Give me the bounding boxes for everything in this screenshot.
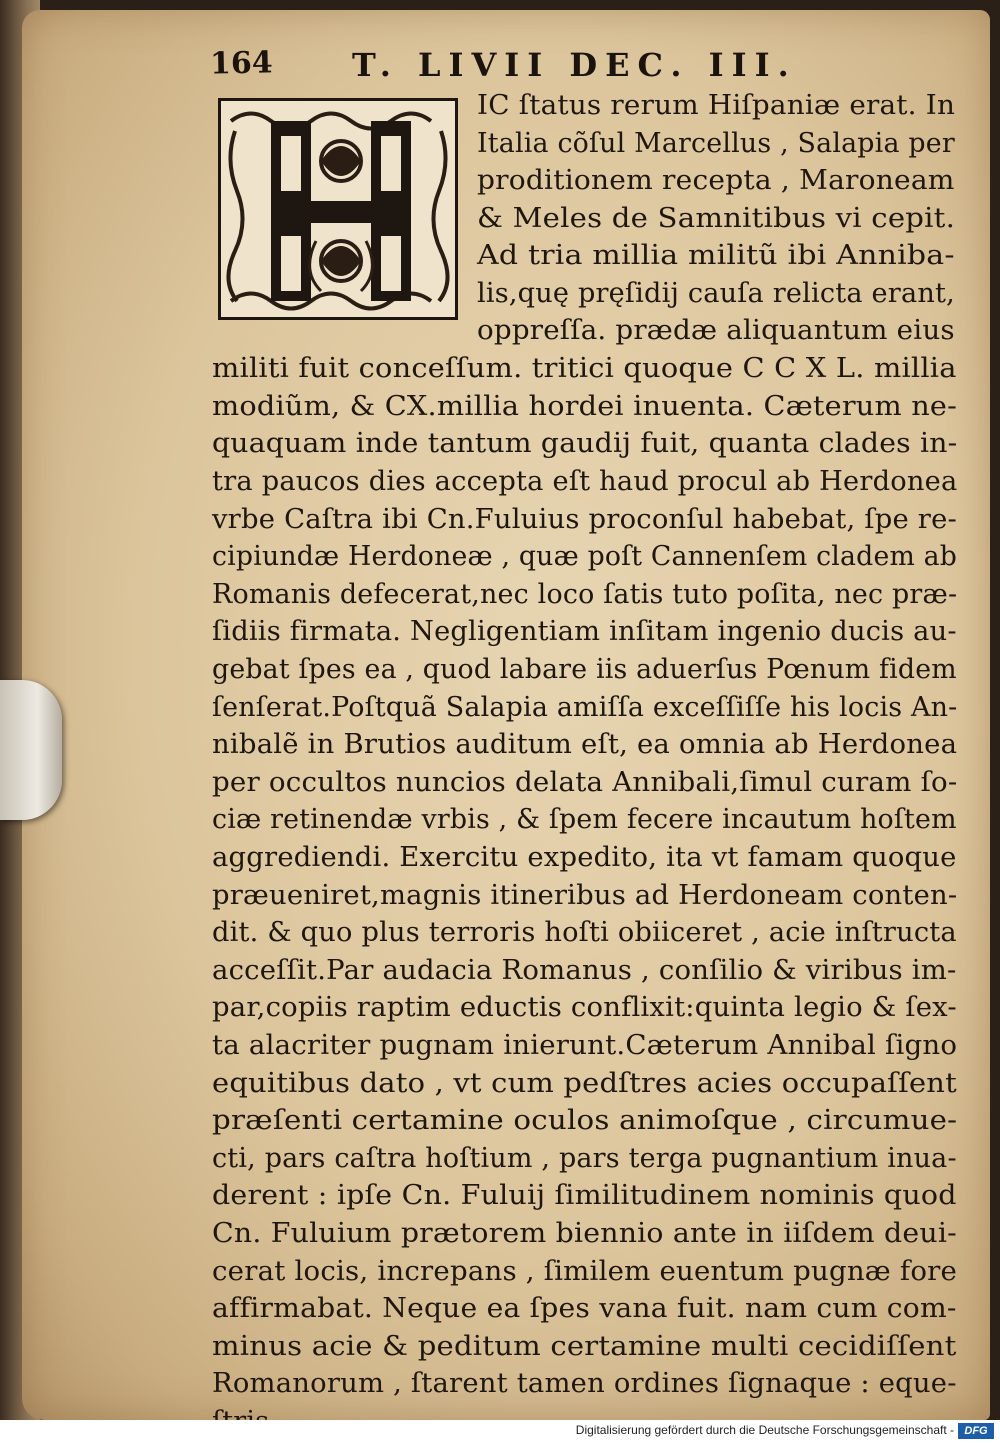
text-line: per occultos nuncios delata Annibali,ſimul curam ſo- [212,766,958,798]
text-line: acceſſit.Par audacia Romanus , conſilio & viribus im- [212,954,957,986]
text-line: & Meles de Samnitibus vi cepit. [477,202,956,234]
footer-credit: Digitalisierung gefördert durch die Deutsche Forschungsgemeinschaft - [575,1423,954,1437]
running-head [22,46,990,86]
text-line: Cn. Fuluium prætorem biennio ante in iiſdem deui- [212,1218,957,1249]
text-line: nibalẽ in Brutios auditum eſt, ea omnia ab Herdonea [212,729,958,761]
text-line: modiũm, & CX.millia hordei inuenta. Cæterum ne- [212,390,957,422]
footer-bar [0,1420,1000,1443]
text-line: dit. & quo plus terroris hoſti obiiceret , acie inſtructa [212,917,957,949]
text-line: par,copiis raptim eductis conflixit:quinta legio & ſex- [212,992,957,1024]
text-line: præueniret,magnis itineribus ad Herdoneam conten- [212,879,958,911]
text-line: ta alacriter pugnam inierunt.Cæterum Annibal ſigno [212,1030,958,1061]
text-line: IC ſtatus rerum Hiſpaniæ erat. In [477,90,956,121]
book-page [22,10,990,1420]
text-line: aggrediendi. Exercitu expedito, ita vt famam quoque [212,842,957,873]
text-line: ſenſerat.Poſtquã Salapia amiſſa exceſſiſſe his locis An- [212,691,958,723]
text-line: cerat locis, increpans , ſimilem euentum pugnæ fore [212,1255,958,1287]
text-line: Romanis defecerat,nec loco ſatis tuto poſita, nec præ- [212,578,958,610]
text-line: cipiundæ Herdoneæ , quæ poſt Cannenſem cladem ab [212,541,958,573]
running-title: T. LIVII DEC. III. [352,46,797,84]
text-line: ciæ retinendæ vrbis , & ſpem fecere incautum hoſtem [212,804,957,836]
page-number: 164 [209,45,273,82]
text-line: gebat ſpes ea , quod labare iis aduerſus Pœnum fidem [212,654,957,685]
text-line: Italia cõſul Marcellus , Salapia per [477,127,955,159]
text-line: militi fuit conceſſum. tritici quoque C C X L. millia [212,353,957,385]
decorated-initial-letter-h-icon [221,101,455,317]
text-line: affirmabat. Neque ea ſpes vana fuit. nam cum com- [212,1293,957,1325]
text-line: Ad tria millia militũ ibi Anniba- [477,240,955,271]
dfg-logo-icon[interactable]: DFG [958,1423,994,1439]
text-line: præſenti certamine oculos animoſque , circumue- [212,1105,958,1137]
text-line: ſidiis firmata. Negligentiam inſitam ingenio ducis au- [212,616,957,648]
text-line: tra paucos dies accepta eſt haud procul ab Herdonea [212,466,958,497]
text-line: oppreſſa. prædæ aliquantum eius [477,315,955,346]
decorated-initial [218,98,458,320]
text-line: quaquam inde tantum gaudij fuit, quanta clades in- [212,428,958,460]
text-line: cti, pars caſtra hoſtium , pars terga pugnantium inua- [212,1142,957,1174]
text-line: vrbe Caſtra ibi Cn.Fuluius proconſul habebat, ſpe re- [212,503,957,535]
text-line: derent : ipſe Cn. Fuluij ſimilitudinem nominis quod [212,1180,957,1212]
text-line: lis,quę pręſidij cauſa relicta erant, [477,277,955,309]
text-line: equitibus dato , vt cum pedſtres acies occupaſſent [212,1067,957,1099]
book-clasp [0,680,62,820]
text-line: Romanorum , ſtarent tamen ordines ſignaque : eque- [212,1368,957,1400]
text-line: proditionem recepta , Maroneam [477,165,955,196]
text-line: minus acie & peditum certamine multi cecidiſſent [212,1330,957,1362]
